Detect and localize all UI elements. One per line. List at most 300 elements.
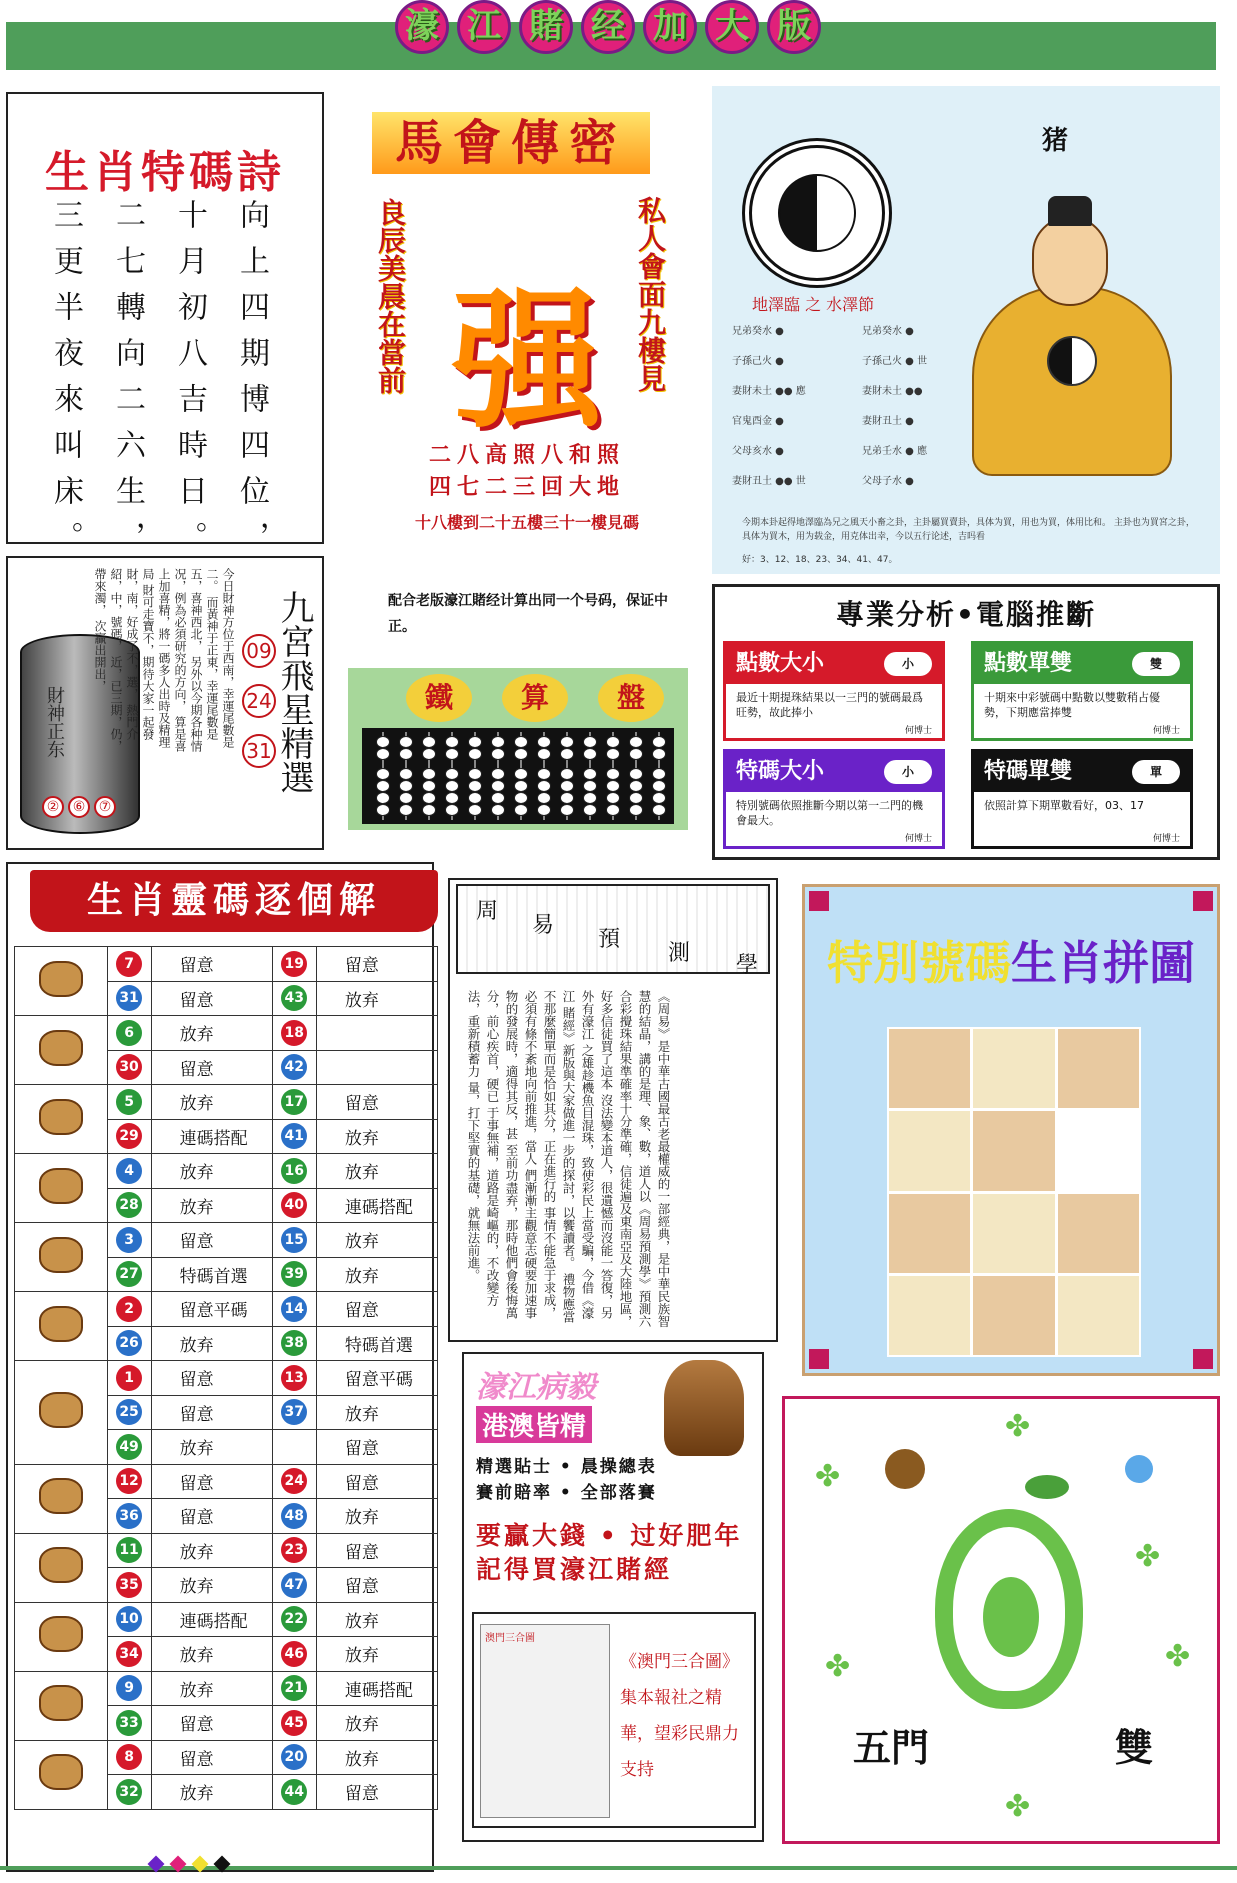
zodiac-animal-cell: [15, 1533, 108, 1602]
number-cell: [272, 1706, 316, 1741]
horse-icon: [664, 1360, 744, 1456]
number-cell: [107, 1361, 151, 1396]
analysis-card-title: 點數單雙: [984, 651, 1073, 676]
pear-left-text: 五門: [853, 1726, 930, 1770]
advice-cell: 留意: [151, 981, 272, 1016]
horse-title: 馬會傳密: [372, 112, 650, 174]
number-cell: [107, 1188, 151, 1223]
number-cell: [272, 1775, 316, 1810]
abacus-label: 鐵: [406, 674, 472, 722]
abacus-bead: [652, 768, 666, 780]
number-ball: 10: [116, 1606, 142, 1632]
number-cell: [272, 1395, 316, 1430]
number-cell: [272, 1257, 316, 1292]
analysis-card: [723, 641, 945, 741]
advice-cell: 連碼搭配: [151, 1119, 272, 1154]
advice-cell: 放弃: [151, 1671, 272, 1706]
number-cell: [107, 1395, 151, 1430]
advice-cell: 留意: [151, 1706, 272, 1741]
abacus-bead: [422, 736, 436, 748]
footer-diamonds: [150, 1858, 228, 1870]
corner-decoration: [1193, 891, 1213, 911]
ox-icon: [39, 1237, 83, 1273]
abacus-bead: [629, 804, 643, 816]
advice-cell: 放弃: [316, 1602, 437, 1637]
ad-description: 《澳門三合圖》集本報社之精華，望彩民鼎力支持: [620, 1652, 739, 1780]
puzzle-title-part: 生肖拼圖: [1011, 936, 1195, 990]
trigram-line: 父母子水 ●: [862, 476, 914, 487]
number-ball: 8: [116, 1744, 142, 1770]
abacus-bead: [399, 736, 413, 748]
horse-right-verse: 私人會面九樓見: [634, 196, 667, 392]
advice-cell: 留意: [316, 1085, 437, 1120]
abacus-bead: [491, 804, 505, 816]
analysis-card-sign: 何博士: [904, 834, 932, 844]
abacus-bead: [491, 748, 505, 760]
number-cell: [107, 1292, 151, 1327]
abacus-bead: [376, 736, 390, 748]
number-ball: 21: [281, 1675, 307, 1701]
tiger-icon: [39, 1306, 83, 1342]
advice-cell: 放弃: [151, 1430, 272, 1465]
abacus-bead: [629, 736, 643, 748]
ad-line: 賽前賠率 • 全部落賽: [476, 1483, 657, 1503]
abacus-icon: [362, 728, 674, 824]
zodiac-table: [14, 946, 438, 1810]
table-row: [15, 1154, 438, 1189]
pear-right-text: 雙: [1115, 1726, 1154, 1770]
zodiac-animal-cell: [15, 1154, 108, 1223]
zodiac-animal-cell: [15, 947, 108, 1016]
abacus-bead: [376, 804, 390, 816]
zodiac-table-title: 生肖靈碼逐個解: [30, 870, 438, 932]
diamond-icon: [192, 1856, 209, 1873]
advice-cell: 留意: [316, 1775, 437, 1810]
advice-cell: 留意: [151, 1050, 272, 1085]
advice-cell: 留意: [316, 1430, 437, 1465]
ad-slogan: 要贏大錢 • 过好肥年: [476, 1521, 743, 1550]
header-title-char: 大: [705, 0, 759, 54]
table-row: [15, 1292, 438, 1327]
abacus-labels: [406, 674, 664, 722]
number-ball: 30: [116, 1054, 142, 1080]
abacus-bead: [514, 804, 528, 816]
advice-cell: 放弃: [316, 1119, 437, 1154]
analysis-card-sign: 何博士: [1152, 726, 1180, 736]
zodiac-animal-cell: [15, 1361, 108, 1465]
advice-cell: 留意: [151, 1464, 272, 1499]
abacus-bead: [583, 748, 597, 760]
advice-cell: 留意: [316, 1292, 437, 1327]
analysis-card-head: [974, 752, 1190, 792]
abacus-bead: [468, 780, 482, 792]
abacus-bead: [583, 736, 597, 748]
advice-cell: 留意: [151, 1223, 272, 1258]
abacus-bead: [491, 780, 505, 792]
number-ball: 42: [281, 1054, 307, 1080]
number-ball: 20: [281, 1744, 307, 1770]
ad-title: 濠江病毅: [476, 1370, 596, 1405]
snake-icon: [39, 1547, 83, 1583]
number-ball: 25: [116, 1399, 142, 1425]
number-ball: 12: [116, 1468, 142, 1494]
zhouyi-text: 《周易》是中華古國最古老最權威的一部經典，是中華民族智慧的結晶，講的是理、象、數，道人以《周易預測學》預測六合彩攪珠結果準確率十分準確，信徒遍及東南亞及大陸地區，好多信徒買了這本 沒法變本道人，很遺憾而沒能一答復，另外有濠江 之雄趁機魚目混珠，致使彩民上當受騙，今借《濠江 賭經》新版與大家做進一步的探討，以饗讀者。 禮物應當不那麼簡單而是恰如其分，正在進行的 事情不能急于求成，必須有條不紊地向前推進，當人 們漸漸主觀意志硬要加速事物的發展時，適得其反，甚 至前功盡弃，那時他們會後悔萬分，前心疾首，硬已 于事無補，道路是崎嶇的，不改變方法，重新積蓄力 量，打下堅實的基礎，就無法前進。: [466, 990, 671, 1328]
number-ball: 22: [281, 1606, 307, 1632]
monkey-icon: [39, 1754, 83, 1790]
number-cell: [272, 1637, 316, 1672]
advice-cell: 放弃: [316, 1154, 437, 1189]
advice-cell: 放弃: [316, 1706, 437, 1741]
goat-icon: [39, 1685, 83, 1721]
number-cell: [107, 1430, 151, 1465]
abacus-bead: [606, 804, 620, 816]
zodiac-poem-panel: [6, 92, 324, 567]
puzzle-piece: [889, 1029, 970, 1108]
abacus-bead: [606, 736, 620, 748]
horse-left-verse: 良辰美晨在當前: [374, 198, 407, 394]
analysis-title: 專業分析•電腦推斷: [836, 598, 1096, 631]
nine-palace-panel: [6, 556, 324, 850]
abacus-bead: [560, 768, 574, 780]
number-cell: [272, 1464, 316, 1499]
sprig-icon: ✤: [1005, 1789, 1031, 1824]
zodiac-animal-cell: [15, 1223, 108, 1292]
abacus-bead: [376, 780, 390, 792]
abacus-bead: [445, 804, 459, 816]
number-ball: 5: [116, 1089, 142, 1115]
sage-head: [1032, 216, 1108, 306]
corner-decoration: [1193, 1349, 1213, 1369]
analysis-card: [971, 641, 1193, 741]
advice-cell: 放弃: [151, 1637, 272, 1672]
advice-cell: 放弃: [151, 1016, 272, 1051]
advice-cell: 特碼首選: [151, 1257, 272, 1292]
abacus-bead: [560, 780, 574, 792]
can-number: ⑦: [94, 796, 116, 818]
zhouyi-title-char: 周: [476, 899, 499, 924]
abacus-bead: [652, 780, 666, 792]
table-row: [15, 1533, 438, 1568]
puzzle-title-part: 特別號碼: [827, 936, 1011, 990]
abacus-bead: [445, 736, 459, 748]
abacus-bead: [468, 748, 482, 760]
number-ball: 3: [116, 1227, 142, 1253]
lucky-number: 09: [242, 634, 276, 668]
number-cell: [272, 1602, 316, 1637]
abacus-bead: [399, 768, 413, 780]
pear-core: [983, 1577, 1039, 1657]
advice-cell: 留意平碼: [151, 1292, 272, 1327]
abacus-panel: [348, 580, 688, 840]
advice-cell: 留意: [151, 1740, 272, 1775]
poem-column: 向上四期博四位，: [234, 199, 269, 567]
sprig-icon: ✤: [1005, 1409, 1031, 1444]
number-cell: [107, 1464, 151, 1499]
corner-decoration: [809, 1349, 829, 1369]
dog-icon: [39, 1030, 83, 1066]
number-ball: 36: [116, 1503, 142, 1529]
header-title-char: 江: [457, 0, 511, 54]
horse-big-character: 强: [452, 273, 603, 449]
number-cell: [272, 1533, 316, 1568]
advice-cell: 連碼搭配: [151, 1602, 272, 1637]
abacus-note: 配合老版濠江賭经计算出同一个号码，保证中正。: [388, 593, 668, 635]
number-cell: [272, 1740, 316, 1775]
analysis-card-head: [974, 644, 1190, 684]
number-ball: 31: [116, 985, 142, 1011]
bagua-icon: [742, 138, 892, 288]
puzzle-title: [805, 927, 1217, 993]
abacus-bead: [445, 780, 459, 792]
analysis-card-title: 特碼大小: [736, 759, 825, 784]
advice-cell: 留意: [151, 1361, 272, 1396]
analysis-card-body: 最近十期提珠結果以一三門的號碼最爲旺勢，故此捧小: [736, 691, 923, 719]
corner-decoration: [809, 891, 829, 911]
advice-cell: 放弃: [151, 1188, 272, 1223]
ball-icon: [1125, 1455, 1153, 1483]
advice-cell: 留意: [316, 947, 437, 982]
table-row: [15, 1740, 438, 1775]
number-ball: 18: [281, 1020, 307, 1046]
analysis-badge: 雙: [1132, 652, 1180, 676]
puzzle-piece: [1058, 1111, 1139, 1190]
abacus-bead: [491, 736, 505, 748]
ad-subtitle: 港澳皆精: [476, 1406, 592, 1443]
number-ball: 7: [116, 951, 142, 977]
number-ball: 14: [281, 1296, 307, 1322]
number-ball: 32: [116, 1779, 142, 1805]
number-ball: 39: [281, 1261, 307, 1287]
number-ball: 2: [116, 1296, 142, 1322]
abacus-bead: [376, 792, 390, 804]
abacus-bead: [583, 792, 597, 804]
number-cell: [107, 1016, 151, 1051]
advice-cell: 放弃: [151, 1775, 272, 1810]
abacus-bead: [445, 792, 459, 804]
number-ball: 6: [116, 1020, 142, 1046]
number-cell: [107, 1775, 151, 1810]
horse-verse-line: 二八高照八和照: [428, 442, 625, 468]
puzzle-piece: [1058, 1194, 1139, 1273]
number-cell: [272, 1154, 316, 1189]
number-cell: [107, 1223, 151, 1258]
zhouyi-panel: [448, 878, 778, 1342]
analysis-card-sign: 何博士: [1152, 834, 1180, 844]
poem-columns: [48, 199, 268, 567]
number-ball: 16: [281, 1158, 307, 1184]
number-ball: 19: [281, 951, 307, 977]
abacus-bead: [583, 768, 597, 780]
nine-palace-numbers: [242, 634, 276, 768]
number-ball: 1: [116, 1365, 142, 1391]
number-ball: 13: [281, 1365, 307, 1391]
analysis-card: [723, 749, 945, 849]
analysis-card: [971, 749, 1193, 849]
newspaper-icon: [480, 1624, 610, 1818]
zodiac-animal-cell: [15, 1085, 108, 1154]
number-cell: [272, 1430, 316, 1465]
number-cell: [107, 1671, 151, 1706]
puzzle-piece: [889, 1194, 970, 1273]
puzzle-piece: [973, 1029, 1054, 1108]
zodiac-animal-cell: [15, 1464, 108, 1533]
puzzle-piece: [889, 1276, 970, 1355]
analysis-panel: [712, 584, 1220, 860]
number-cell: [107, 1085, 151, 1120]
trigram-line: 子孫己火 ●: [732, 356, 784, 367]
table-row: [15, 1602, 438, 1637]
number-cell: [272, 1016, 316, 1051]
puzzle-piece: [973, 1194, 1054, 1273]
abacus-bead: [560, 792, 574, 804]
advice-cell: 留意: [151, 947, 272, 982]
table-row: [15, 1464, 438, 1499]
header-title: [395, 0, 821, 54]
number-cell: [107, 1740, 151, 1775]
lucky-number: 24: [242, 684, 276, 718]
number-cell: [272, 1568, 316, 1603]
sprig-icon: ✤: [825, 1649, 851, 1684]
number-ball: 33: [116, 1710, 142, 1736]
abacus-label: 盤: [598, 674, 664, 722]
abacus-bead: [514, 736, 528, 748]
abacus-bead: [537, 768, 551, 780]
abacus-bead: [629, 780, 643, 792]
abacus-bead: [514, 780, 528, 792]
advice-cell: 放弃: [316, 1257, 437, 1292]
number-cell: [272, 1499, 316, 1534]
number-cell: [107, 1050, 151, 1085]
number-ball: 11: [116, 1537, 142, 1563]
number-cell: [107, 1326, 151, 1361]
analysis-card-body: 十期來中彩號碼中點數以雙數稍占優勢，下期應當捧雙: [984, 691, 1160, 719]
ad-paper-promo: [472, 1612, 756, 1828]
table-row: [15, 1223, 438, 1258]
horse-verse-line: 四七二三回大地: [428, 474, 625, 500]
number-ball: 24: [281, 1468, 307, 1494]
abacus-bead: [537, 804, 551, 816]
zodiac-animal-cell: [15, 1671, 108, 1740]
puzzle-piece: [889, 1111, 970, 1190]
sprig-icon: ✤: [815, 1459, 841, 1494]
advice-cell: 連碼搭配: [316, 1188, 437, 1223]
number-cell: [107, 947, 151, 982]
abacus-bead: [376, 748, 390, 760]
advice-cell: [316, 1016, 437, 1051]
horse-verse-line: 十八樓到二十五樓三十一樓見碼: [414, 513, 639, 532]
table-row: [15, 1085, 438, 1120]
analysis-card-body: 依照計算下期單數看好，03、17: [984, 799, 1144, 812]
zodiac-puzzle-panel: [802, 884, 1220, 1376]
trigram-line: 妻財未土 ●● 應: [732, 386, 806, 397]
number-ball: 41: [281, 1123, 307, 1149]
can-number: ⑥: [68, 796, 90, 818]
horse-icon: [39, 1616, 83, 1652]
abacus-bead: [652, 792, 666, 804]
abacus-bead: [537, 792, 551, 804]
can-number: ②: [42, 796, 64, 818]
pig-icon: [39, 1099, 83, 1135]
number-cell: [272, 1188, 316, 1223]
number-ball: 48: [281, 1503, 307, 1529]
abacus-bead: [468, 804, 482, 816]
dragon-icon: [39, 1478, 83, 1514]
analysis-card-head: [726, 644, 942, 684]
advertisement-panel: [462, 1352, 764, 1842]
number-cell: [107, 1706, 151, 1741]
number-ball: 17: [281, 1089, 307, 1115]
number-ball: 38: [281, 1330, 307, 1356]
rat-icon: [39, 1168, 83, 1204]
monkey-icon: [885, 1449, 925, 1489]
header-title-char: 版: [767, 0, 821, 54]
analysis-badge: 小: [884, 652, 932, 676]
sage-hat: [1048, 196, 1092, 226]
number-ball: 4: [116, 1158, 142, 1184]
puzzle-piece: [1058, 1029, 1139, 1108]
advice-cell: 放弃: [316, 1395, 437, 1430]
puzzle-piece: [973, 1111, 1054, 1190]
number-ball: 23: [281, 1537, 307, 1563]
zhouyi-title: [456, 884, 770, 978]
horse-secret-panel: [362, 100, 692, 540]
abacus-bead: [583, 804, 597, 816]
trigram-animal: 猪: [1042, 126, 1069, 156]
trigram-line: 妻財丑土 ●: [862, 416, 914, 427]
diamond-icon: [214, 1856, 231, 1873]
abacus-bead: [537, 736, 551, 748]
abacus-bead: [399, 780, 413, 792]
lucky-number: 31: [242, 734, 276, 768]
rooster-icon: [39, 961, 83, 997]
table-row: [15, 1016, 438, 1051]
abacus-bead: [629, 748, 643, 760]
number-cell: [272, 981, 316, 1016]
number-cell: [107, 1154, 151, 1189]
advice-cell: 連碼搭配: [316, 1671, 437, 1706]
number-cell: [107, 1533, 151, 1568]
analysis-card-title: 點數大小: [736, 651, 825, 676]
header-title-char: 经: [581, 0, 635, 54]
abacus-bead: [652, 748, 666, 760]
number-ball: 40: [281, 1192, 307, 1218]
table-row: [15, 1671, 438, 1706]
abacus-bead: [445, 768, 459, 780]
zhouyi-title-char: 學: [736, 953, 759, 978]
advice-cell: 放弃: [316, 1740, 437, 1775]
abacus-bead: [422, 748, 436, 760]
trigram-line: 子孫己火 ● 世: [862, 356, 928, 367]
abacus-label: 算: [502, 674, 568, 722]
newspaper-title: 澳門三合圖: [485, 1633, 535, 1644]
trigram-line: 兄弟癸水 ●: [862, 326, 914, 337]
header-title-char: 加: [643, 0, 697, 54]
abacus-bead: [376, 768, 390, 780]
number-cell: [107, 1568, 151, 1603]
abacus-bead: [468, 736, 482, 748]
advice-cell: 放弃: [316, 1637, 437, 1672]
table-row: [15, 947, 438, 982]
zodiac-animal-cell: [15, 1602, 108, 1671]
leaf-icon: [1025, 1475, 1069, 1499]
advice-cell: 放弃: [151, 1326, 272, 1361]
ad-slogan: 記得買濠江賭經: [476, 1555, 673, 1584]
advice-cell: 放弃: [316, 981, 437, 1016]
analysis-card-sign: 何博士: [904, 726, 932, 736]
abacus-bead: [537, 748, 551, 760]
puzzle-piece: [1058, 1276, 1139, 1355]
number-ball: 29: [116, 1123, 142, 1149]
